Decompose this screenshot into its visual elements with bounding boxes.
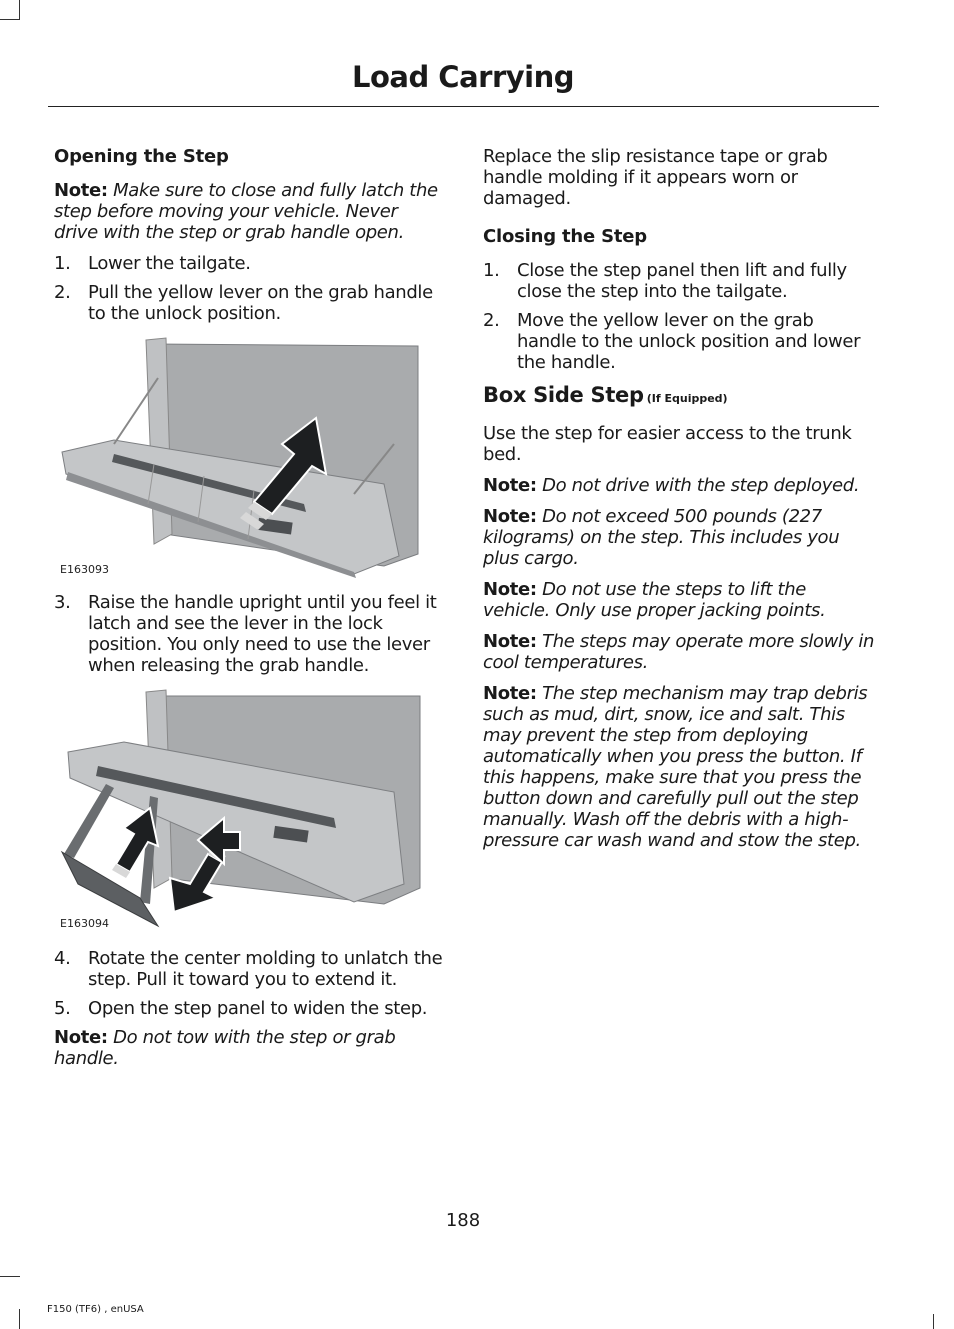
note-label: Note: [54, 180, 108, 201]
step-text: Rotate the center molding to unlatch the step. Pull it toward you to extend it. [88, 948, 443, 990]
note [483, 631, 875, 673]
note-label: Note: [483, 683, 537, 704]
list-item [54, 998, 446, 1019]
list-item [483, 260, 875, 302]
step-text: Pull the yellow lever on the grab handle to the unlock position. [88, 282, 433, 324]
figure-id: E163094 [60, 917, 109, 930]
note-text: The steps may operate more slowly in cool temperatures. [483, 631, 875, 673]
box-step-intro: Use the step for easier access to the trunk bed. [483, 423, 852, 465]
note-text: Make sure to close and fully latch the step before moving your vehicle. Never drive with the step or grab handle open. [54, 180, 438, 243]
note [54, 1027, 446, 1069]
crop-mark [0, 19, 20, 20]
step-text: Open the step panel to widen the step. [88, 998, 428, 1019]
document-code: F150 (TF6) , enUSA [47, 1304, 144, 1315]
note-text: Do not exceed 500 pounds (227 kilograms) on the step. This includes you plus cargo. [483, 506, 840, 569]
step-number: 2. [54, 282, 71, 303]
title-divider [48, 106, 879, 107]
list-item [54, 948, 446, 990]
closing-step-heading: Closing the Step [483, 226, 647, 247]
step-number: 2. [483, 310, 500, 331]
list-item [54, 282, 446, 324]
note-text: The step mechanism may trap debris such as mud, dirt, snow, ice and salt. This may prevent the step from deploying automatically when you press the button. If this happens, make sure that you press the button down and carefully pull out the step manually. Wash off the debris with a high-pressure car wash wand and stow the step. [483, 683, 868, 851]
box-side-step-heading [483, 385, 875, 409]
step-text: Raise the handle upright until you feel it latch and see the lever in the lock position. You only need to use the lever when releasing the grab handle. [88, 592, 437, 676]
section-title: Box Side Step [483, 383, 644, 407]
list-item [54, 592, 446, 676]
step-number: 3. [54, 592, 71, 613]
note-label: Note: [483, 506, 537, 527]
list-item [483, 310, 875, 373]
replace-paragraph: Replace the slip resistance tape or grab handle molding if it appears worn or damaged. [483, 146, 828, 209]
list-item [54, 253, 446, 274]
note-label: Note: [483, 631, 537, 652]
crop-mark [19, 1309, 20, 1329]
step-number: 1. [54, 253, 71, 274]
note [483, 579, 875, 621]
step-number: 1. [483, 260, 500, 281]
note-label: Note: [483, 475, 537, 496]
opening-step-heading: Opening the Step [54, 146, 229, 167]
crop-mark [19, 0, 20, 20]
tailgate-step-figure-1 [54, 334, 426, 582]
tailgate-step-figure-2 [54, 688, 426, 936]
note-text: Do not tow with the step or grab handle. [54, 1027, 396, 1069]
step-text: Move the yellow lever on the grab handle to the unlock position and lower the handle. [517, 310, 861, 373]
note [483, 475, 875, 496]
figure-id: E163093 [60, 563, 109, 576]
step-text: Lower the tailgate. [88, 253, 251, 274]
note [483, 506, 875, 569]
equipped-tag: (If Equipped) [646, 392, 728, 405]
crop-mark [0, 1276, 20, 1277]
note-label: Note: [54, 1027, 108, 1048]
crop-mark [933, 1314, 934, 1329]
right-column [483, 146, 875, 861]
left-column [54, 146, 446, 1079]
tailgate-step-illustration [54, 334, 426, 582]
note-text: Do not use the steps to lift the vehicle. Only use proper jacking points. [483, 579, 826, 621]
note [54, 180, 446, 243]
step-number: 5. [54, 998, 71, 1019]
note [483, 683, 875, 851]
note-text: Do not drive with the step deployed. [542, 475, 860, 496]
step-number: 4. [54, 948, 71, 969]
page-number: 188 [445, 1210, 481, 1231]
step-text: Close the step panel then lift and fully close the step into the tailgate. [517, 260, 847, 302]
note-label: Note: [483, 579, 537, 600]
extended-step-illustration [54, 688, 426, 936]
page-title: Load Carrying [351, 60, 575, 94]
